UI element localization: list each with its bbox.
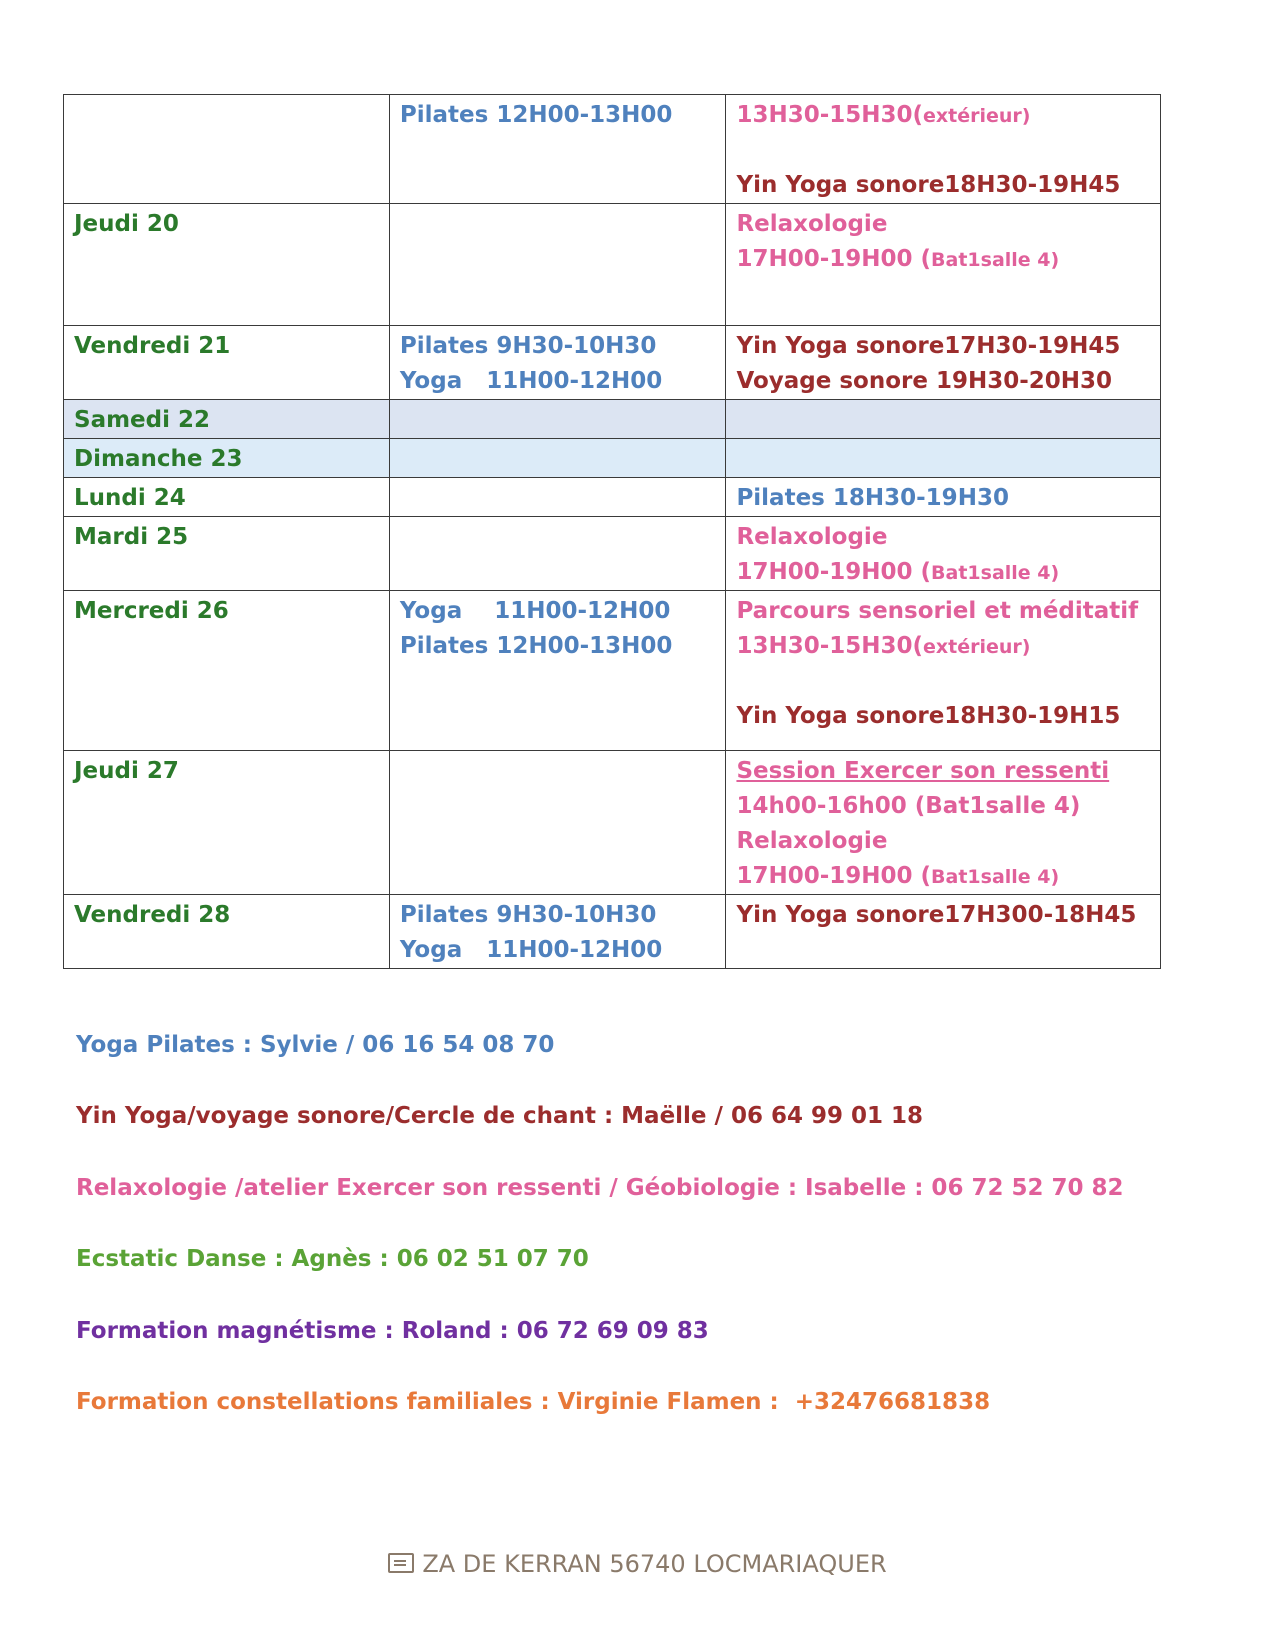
morning-cell (389, 478, 726, 517)
day-cell: Mercredi 26 (64, 591, 390, 751)
evening-cell: Relaxologie 17H00-19H00 (Bat1salle 4) (726, 204, 1161, 326)
table-row (64, 895, 1161, 969)
contacts-list (76, 1030, 1124, 1458)
table-row (64, 204, 1161, 326)
day-cell: Jeudi 20 (64, 204, 390, 326)
evening-cell: Parcours sensoriel et méditatif 13H30-15H30(extérieur) Yin Yoga sonore18H30-19H15 (726, 591, 1161, 751)
day-cell: Samedi 22 (64, 400, 390, 439)
contact-yin-yoga: Yin Yoga/voyage sonore/Cercle de chant : Maëlle / 06 64 99 01 18 (76, 1103, 924, 1130)
day-cell: Jeudi 27 (64, 751, 390, 895)
evening-cell: Yin Yoga sonore17H300-18H45 (726, 895, 1161, 969)
morning-cell (389, 439, 726, 478)
table-row (64, 751, 1161, 895)
day-cell: Vendredi 28 (64, 895, 390, 969)
address-text: ZA DE KERRAN 56740 LOCMARIAQUER (422, 1550, 887, 1578)
footer-address (0, 1550, 1275, 1578)
day-cell (64, 95, 390, 204)
evening-cell: Yin Yoga sonore17H30-19H45 Voyage sonore 19H30-20H30 (726, 326, 1161, 400)
morning-cell (389, 204, 726, 326)
evening-cell: 13H30-15H30(extérieur) Yin Yoga sonore18H30-19H45 (726, 95, 1161, 204)
contact-relaxologie: Relaxologie /atelier Exercer son ressenti / Géobiologie : Isabelle : 06 72 52 70 82 (76, 1174, 1124, 1201)
envelope-icon (388, 1553, 414, 1573)
table-row (64, 326, 1161, 400)
day-cell: Dimanche 23 (64, 439, 390, 478)
table-row (64, 591, 1161, 751)
schedule-table (63, 94, 1161, 969)
session-link[interactable]: Session Exercer son ressenti (736, 758, 1110, 784)
evening-cell: Pilates 18H30-19H30 (726, 478, 1161, 517)
evening-cell: Session Exercer son ressenti 14h00-16h00 (Bat1salle 4) Relaxologie 17H00-19H00 (Bat1salle 4) (726, 751, 1161, 895)
day-cell: Vendredi 21 (64, 326, 390, 400)
day-cell: Lundi 24 (64, 478, 390, 517)
morning-cell: Pilates 12H00-13H00 (389, 95, 726, 204)
contact-ecstatic-danse: Ecstatic Danse : Agnès : 06 02 51 07 70 (76, 1246, 589, 1273)
contact-constellations: Formation constellations familiales : Virginie Flamen : +32476681838 (76, 1388, 991, 1415)
morning-cell: Yoga 11H00-12H00 Pilates 12H00-13H00 (389, 591, 726, 751)
morning-cell (389, 517, 726, 591)
evening-cell: Relaxologie 17H00-19H00 (Bat1salle 4) (726, 517, 1161, 591)
contact-magnetisme: Formation magnétisme : Roland : 06 72 69 09 83 (76, 1317, 709, 1344)
table-row (64, 517, 1161, 591)
morning-cell (389, 400, 726, 439)
contact-yoga-pilates: Yoga Pilates : Sylvie / 06 16 54 08 70 (76, 1032, 555, 1058)
morning-cell (389, 751, 726, 895)
table-row (64, 478, 1161, 517)
evening-cell (726, 400, 1161, 439)
table-row (64, 95, 1161, 204)
evening-cell (726, 439, 1161, 478)
morning-cell: Pilates 9H30-10H30 Yoga 11H00-12H00 (389, 326, 726, 400)
table-row (64, 400, 1161, 439)
morning-cell: Pilates 9H30-10H30 Yoga 11H00-12H00 (389, 895, 726, 969)
table-row (64, 439, 1161, 478)
day-cell: Mardi 25 (64, 517, 390, 591)
